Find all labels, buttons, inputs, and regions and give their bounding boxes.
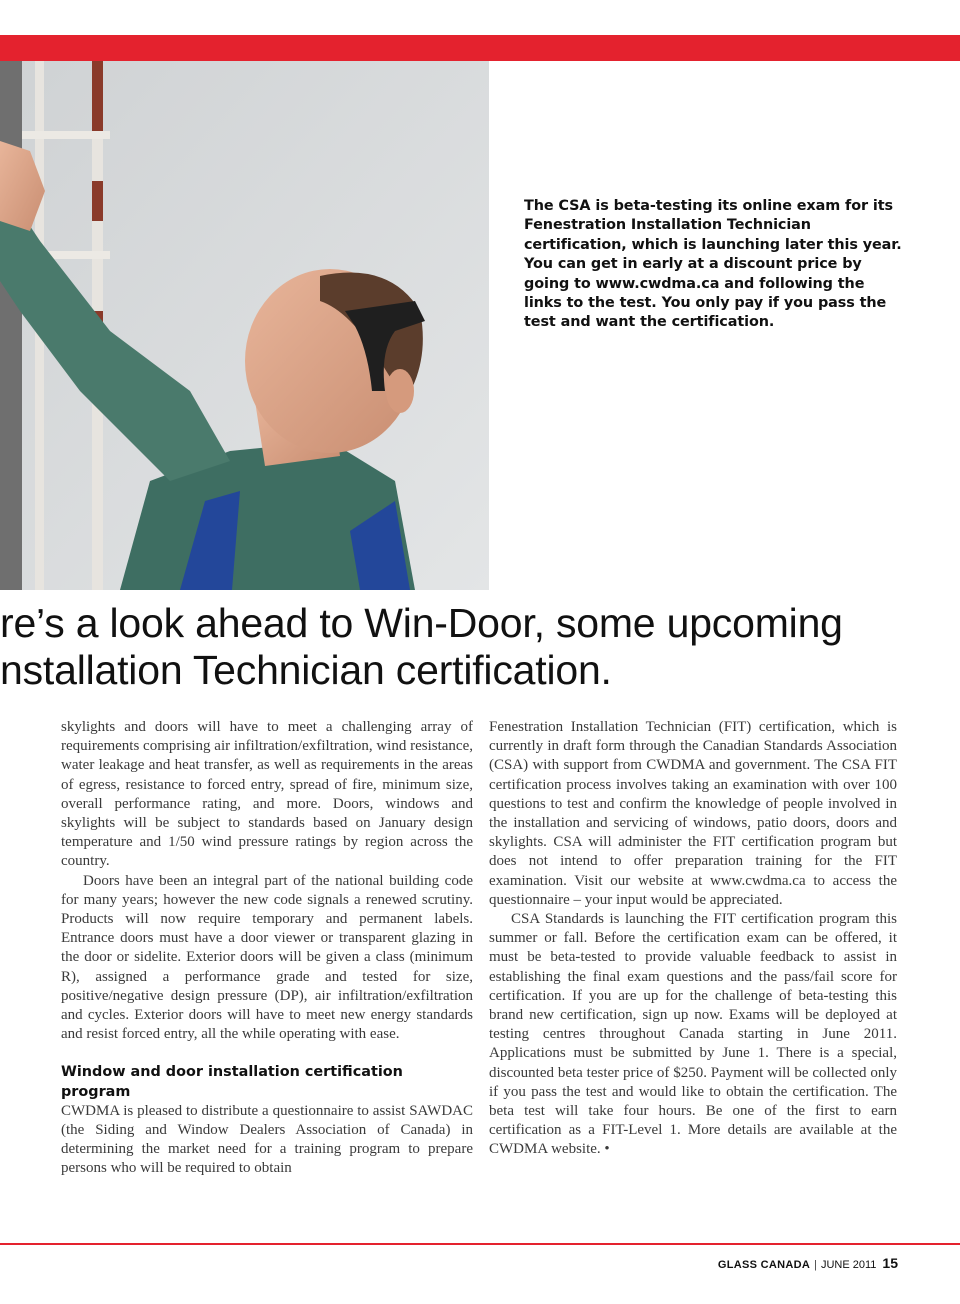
headline-line-2: nstallation Technician certification. <box>0 647 612 693</box>
footer-separator: | <box>814 1259 817 1271</box>
left-paragraph-3: CWDMA is pleased to distribute a questionnaire to assist SAWDAC (the Siding and Window Dealers Association of Canada) in determining the market need for a training program to prepare persons who will be required to obtain <box>61 1102 473 1177</box>
top-red-bar <box>0 35 960 61</box>
article-headline <box>0 600 960 694</box>
issue-date: JUNE 2011 <box>820 1259 877 1271</box>
section-subheading: Window and door installation certification program <box>61 1064 403 1100</box>
worker-illustration <box>0 61 489 590</box>
left-paragraph-2: Doors have been an integral part of the national building code for many years; however the new code signals a renewed scrutiny. Products will now require temporary and permanent labels. Entrance doors must have a door viewer or transparent glazing in the door or sidelite. Exterior doors will be given a class (minimum R), assigned a performance grade and tested for size, positive/negative design pressure (DP), air infiltration/exfiltration and cycles. Exterior doors will have to meet new energy standards and resist forced entry, all the while operating with ease. <box>61 872 473 1043</box>
right-paragraph-2: CSA Standards is launching the FIT certification program this summer or fall. Before the certification exam can be offered, it must be beta-tested to provide valuable feedback to assist in establishing the final exam questions and the pass/fail score for certification. If you are up for the challenge of beta-testing this brand new certification, sign up now. Exams will be deployed at testing centres throughout Canada starting in June 2011. Applications must be submitted by June 1. There is a special, discounted beta tester price of $250. Payment will be collected only if you pass the test and would like to obtain the certification. The beta test will take four hours. Be one of the first to earn certification as a FIT-Level 1. More details are available at the CWDMA website. • <box>489 911 897 1158</box>
left-paragraph-1: skylights and doors will have to meet a challenging array of requirements comprising air infiltration/exfiltration, wind resistance, water leakage and heat transfer, as well as requirements in the areas of egress, resistance to forced entry, spread of fire, minimum size, overall performance rating, and more. Doors, windows and skylights will be subject to standards based on January design temperature and 1/50 wind pressure ratings by region across the country. <box>61 719 473 870</box>
left-column <box>61 718 473 1179</box>
page-number: 15 <box>882 1255 898 1271</box>
worker-photo <box>0 61 489 590</box>
footer-rule <box>0 1243 960 1245</box>
headline-line-1: re’s a look ahead to Win-Door, some upcoming <box>0 600 843 646</box>
right-paragraph-1: Fenestration Installation Technician (FIT) certification, which is currently in draft form through the Canadian Standards Association (CSA) with support from CWDMA and government. The CSA FIT certification process involves taking an examination with over 100 questions to test and confirm the knowledge of people involved in the installation and servicing of windows, patio doors, doors and skylights. CSA will administer the FIT certification program but does not intend to offer preparation training for the FIT examination. Visit our website at www.cwdma.ca to access the questionnaire – your input would be appreciated. <box>489 719 897 908</box>
right-column <box>489 718 897 1160</box>
page-footer <box>718 1255 898 1271</box>
photo-caption: The CSA is beta-testing its online exam for its Fenestration Installation Technician certification, which is launching later this year. You can get in early at a discount price by going to www.cwdma.ca and following the links to the test. You only pay if you pass the test and want the certification. <box>524 198 902 331</box>
magazine-name: GLASS CANADA <box>717 1259 811 1271</box>
